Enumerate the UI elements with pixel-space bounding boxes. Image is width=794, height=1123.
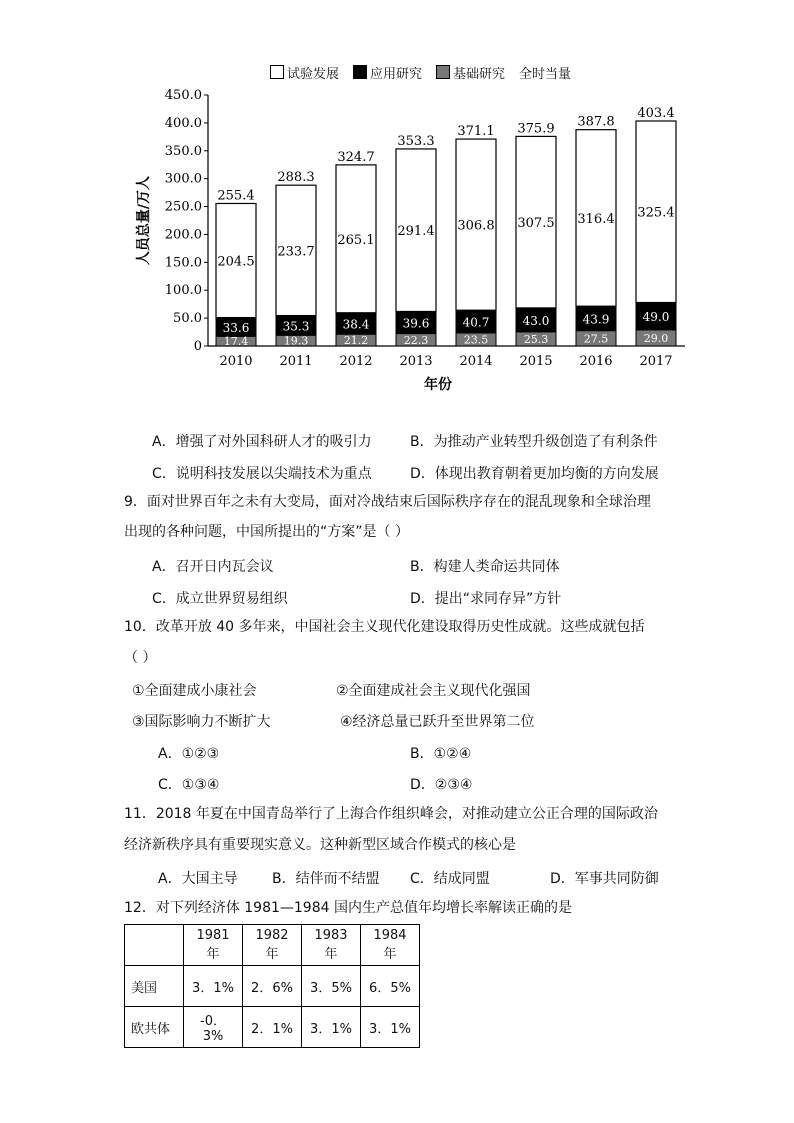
table-cell: 3．5% <box>302 966 361 1007</box>
table-cell: 3．1% <box>184 966 243 1007</box>
x-axis-label: 年份 <box>424 377 452 393</box>
table-header-row <box>125 925 420 966</box>
table-row <box>125 966 420 1007</box>
q10-option-c[interactable]: C．①③④ <box>158 777 220 793</box>
bar-basic-label: 27.5 <box>583 332 609 346</box>
table-header-cell: 1984 年 <box>361 925 420 966</box>
bar-total-label: 403.4 <box>637 105 675 121</box>
bar-total-label: 371.1 <box>457 124 495 140</box>
q9-option-b[interactable]: B．构建人类命运共同体 <box>410 559 560 575</box>
q10-option-d[interactable]: D．②③④ <box>410 777 473 793</box>
bar-total-label: 255.4 <box>217 188 255 204</box>
q11-option-c[interactable]: C．结成同盟 <box>410 871 490 887</box>
x-tick-label: 2016 <box>579 354 613 369</box>
q10-statement-4: ④经济总量已跃升至世界第二位 <box>340 714 535 730</box>
bar-total-label: 288.3 <box>277 170 315 186</box>
table-header-cell <box>125 925 184 966</box>
table-cell: 欧共体 <box>125 1007 184 1048</box>
bar-experimental-label: 233.7 <box>277 244 315 260</box>
q9-option-c[interactable]: C．成立世界贸易组织 <box>152 591 288 607</box>
table-row <box>125 1007 420 1048</box>
bar-total-label: 387.8 <box>577 114 615 130</box>
x-tick-label: 2014 <box>459 354 493 369</box>
legend-item-experimental: 试验发展 <box>270 63 339 82</box>
bar-applied-label: 49.0 <box>642 310 670 325</box>
legend-item-applied: 应用研究 <box>353 63 422 82</box>
bar-applied-label: 33.6 <box>222 320 250 335</box>
table-cell: 3．1% <box>361 1007 420 1048</box>
q10-statement-2: ②全面建成社会主义现代化强国 <box>336 683 531 699</box>
gdp-growth-table <box>124 924 420 1048</box>
x-tick-label: 2015 <box>519 354 553 369</box>
table-header-cell: 1981 年 <box>184 925 243 966</box>
table-cell: 美国 <box>125 966 184 1007</box>
q9-stem-line1: 9．面对世界百年之未有大变局，面对冷战结束后国际秩序存在的混乱现象和全球治理 <box>124 494 651 510</box>
bar-total-label: 353.3 <box>397 133 435 149</box>
q11-option-a[interactable]: A．大国主导 <box>158 871 238 887</box>
table-header-cell: 1983 年 <box>302 925 361 966</box>
y-tick-label: 350.0 <box>164 143 202 159</box>
q10-option-b[interactable]: B．①②④ <box>410 746 472 762</box>
y-tick-label: 400.0 <box>164 115 202 131</box>
bar-total-label: 324.7 <box>337 149 375 165</box>
q10-option-a[interactable]: A．①②③ <box>158 746 220 762</box>
x-tick-label: 2013 <box>399 354 433 369</box>
y-tick-label: 50.0 <box>173 311 202 327</box>
q9-option-a[interactable]: A．召开日内瓦会议 <box>152 559 274 575</box>
bar-applied-label: 35.3 <box>282 319 310 334</box>
table-cell: -0．3% <box>184 1007 243 1048</box>
bar-experimental-label: 307.5 <box>517 216 555 232</box>
bar-applied-label: 39.6 <box>402 316 430 331</box>
bar-experimental-label: 204.5 <box>217 254 255 270</box>
q8-option-b[interactable]: B．为推动产业转型升级创造了有利条件 <box>410 434 658 450</box>
y-tick-label: 450.0 <box>164 88 202 103</box>
q10-stem-line2: （ ） <box>124 650 157 666</box>
bar-experimental-label: 291.4 <box>397 224 435 240</box>
bar-applied-label: 43.0 <box>522 313 550 328</box>
q10-stem-line1: 10．改革开放 40 多年来，中国社会主义现代化建设取得历史性成就。这些成就包括 <box>124 619 645 635</box>
bar-basic-label: 17.4 <box>223 335 249 349</box>
table-cell: 3．1% <box>302 1007 361 1048</box>
q10-statement-3: ③国际影响力不断扩大 <box>132 714 271 730</box>
x-tick-label: 2017 <box>639 354 673 369</box>
bar-experimental-label: 316.4 <box>577 211 615 227</box>
bar-basic-label: 21.2 <box>343 334 369 348</box>
q8-option-d[interactable]: D．体现出教育朝着更加均衡的方向发展 <box>410 466 659 482</box>
bar-experimental-label: 325.4 <box>637 205 675 221</box>
y-tick-label: 0 <box>193 339 202 354</box>
table-cell: 2．6% <box>243 966 302 1007</box>
legend-item-basic: 基础研究 <box>436 63 505 82</box>
table-header-cell: 1982年 <box>243 925 302 966</box>
q8-option-c[interactable]: C．说明科技发展以尖端技术为重点 <box>152 466 372 482</box>
x-tick-label: 2011 <box>279 354 313 369</box>
bar-basic-label: 22.3 <box>403 333 429 347</box>
legend-item-fte: 全时当量 <box>519 67 572 82</box>
x-tick-label: 2012 <box>339 354 373 369</box>
q9-stem-line2: 出现的各种问题，中国所提出的“方案”是（ ） <box>124 524 409 540</box>
q10-statement-1: ①全面建成小康社会 <box>132 683 257 699</box>
bar-basic-label: 23.5 <box>463 333 489 347</box>
q11-option-d[interactable]: D．军事共同防御 <box>550 871 659 887</box>
q12-stem: 12．对下列经济体 1981—1984 国内生产总值年均增长率解读正确的是 <box>124 900 572 916</box>
bar-basic-label: 29.0 <box>643 331 669 345</box>
y-tick-label: 300.0 <box>164 171 202 187</box>
bar-experimental-label: 265.1 <box>337 232 375 248</box>
y-tick-label: 250.0 <box>164 199 202 215</box>
bar-applied-label: 38.4 <box>342 317 370 332</box>
q11-stem-line2: 经济新秩序具有重要现实意义。这种新型区域合作模式的核心是 <box>124 837 516 853</box>
table-cell: 6．5% <box>361 966 420 1007</box>
rd-personnel-chart <box>110 55 710 400</box>
bar-applied-label: 43.9 <box>582 312 610 327</box>
q8-option-a[interactable]: A．增强了对外国科研人才的吸引力 <box>152 434 372 450</box>
y-axis-label: 人员总量/万人 <box>136 175 152 266</box>
bar-total-label: 375.9 <box>517 121 555 137</box>
bar-basic-label: 19.3 <box>283 334 309 348</box>
q9-option-d[interactable]: D．提出“求同存异”方针 <box>410 591 562 607</box>
y-tick-label: 100.0 <box>164 283 202 299</box>
chart-svg <box>110 55 710 400</box>
bar-experimental-label: 306.8 <box>457 218 495 234</box>
table-cell: 2．1% <box>243 1007 302 1048</box>
bar-basic-label: 25.3 <box>523 332 549 346</box>
q11-stem-line1: 11．2018 年夏在中国青岛举行了上海合作组织峰会，对推动建立公正合理的国际政治 <box>124 806 658 822</box>
bar-applied-label: 40.7 <box>462 315 490 330</box>
q11-option-b[interactable]: B．结伴而不结盟 <box>272 871 380 887</box>
y-tick-label: 150.0 <box>164 255 202 271</box>
y-tick-label: 200.0 <box>164 227 202 243</box>
x-tick-label: 2010 <box>219 354 253 369</box>
